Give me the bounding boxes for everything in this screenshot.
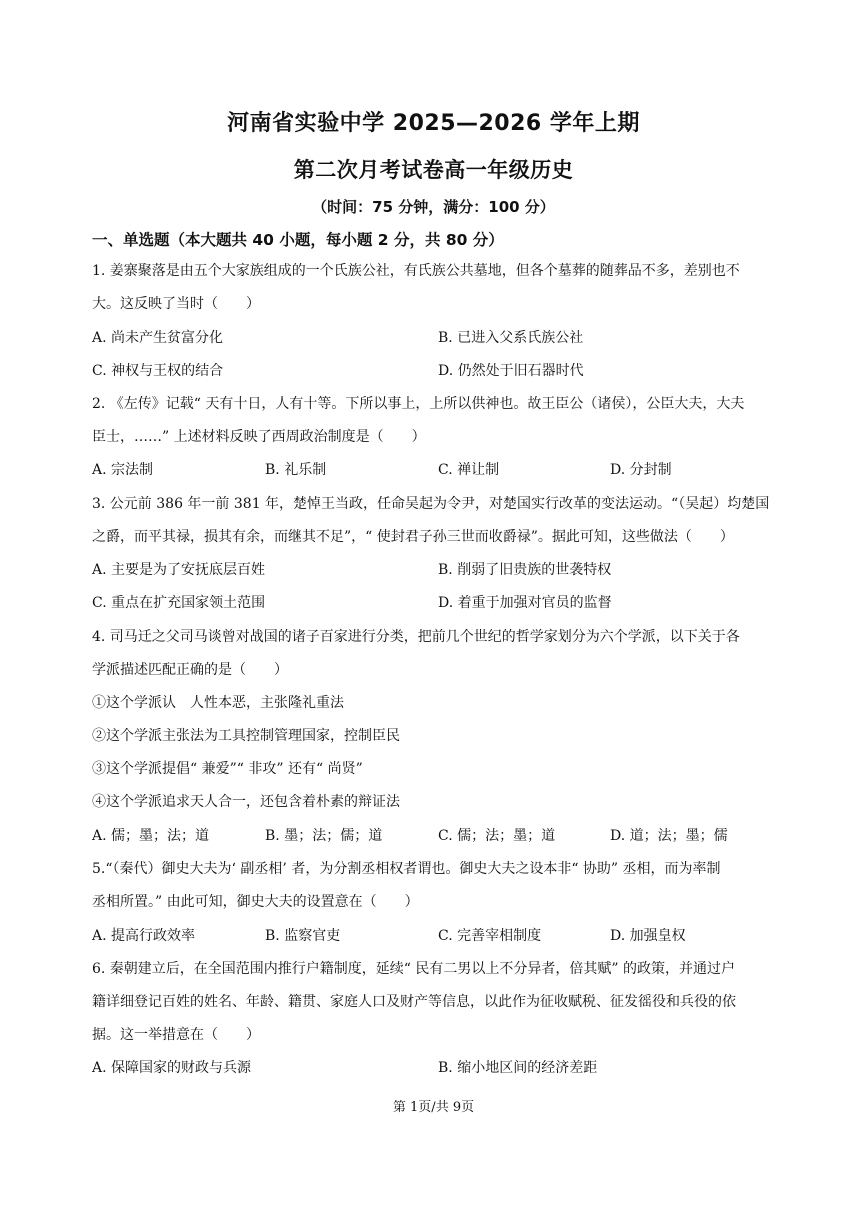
question-1-line-2: 大。这反映了当时（ ） — [92, 296, 260, 312]
question-1-option-d[interactable]: D. 仍然处于旧石器时代 — [438, 363, 584, 379]
question-5-option-a[interactable]: A. 提高行政效率 — [92, 928, 196, 944]
question-4-line-1: 4. 司马迁之父司马谈曾对战国的诸子百家进行分类，把前几个世纪的哲学家划分为六个学派，以下关于各 — [92, 629, 740, 645]
section-title: 一、单选题（本大题共 40 小题，每小题 2 分，共 80 分） — [92, 231, 504, 249]
question-5-line-2: 丞相所置。” 由此可知，御史大夫的设置意在（ ） — [92, 894, 419, 910]
question-2-option-b[interactable]: B. 礼乐制 — [265, 462, 327, 478]
question-4-line-2: 学派描述匹配正确的是（ ） — [92, 662, 288, 678]
exam-title-line2: 第二次月考试卷高一年级历史 — [293, 158, 574, 182]
question-3-line-2: 之爵，而平其禄，损其有余，而继其不足”，“ 使封君子孙三世而收爵禄”。据此可知，这些做法（ ） — [92, 529, 734, 545]
exam-info: （时间：75 分钟，满分：100 分） — [312, 198, 555, 216]
question-1-option-b[interactable]: B. 已进入父系氏族公社 — [438, 330, 584, 346]
question-3-line-1: 3. 公元前 386 年一前 381 年，楚悼王当政，任命吴起为令尹，对楚国实行改革的变法运动。“（吴起）均楚国 — [92, 496, 770, 512]
question-5-option-d[interactable]: D. 加强皇权 — [610, 928, 686, 944]
question-6-option-b[interactable]: B. 缩小地区间的经济差距 — [438, 1060, 598, 1076]
question-1-line-1: 1. 姜寨聚落是由五个大家族组成的一个氏族公社，有氏族公共墓地，但各个墓葬的随葬品不多，差别也不 — [92, 263, 740, 279]
question-2-option-c[interactable]: C. 禅让制 — [438, 462, 500, 478]
question-6-line-2: 籍详细登记百姓的姓名、年龄、籍贯、家庭人口及财产等信息，以此作为征收赋税、征发徭役和兵役的依 — [92, 994, 736, 1010]
question-5-line-1: 5.“（秦代）御史大夫为‘ 副丞相’ 者，为分割丞相权者谓也。御史大夫之设本非“ 协助” 丞相，而为率制 — [92, 861, 721, 877]
question-2-line-2: 臣士，……” 上述材料反映了西周政治制度是（ ） — [92, 429, 426, 445]
question-1-option-a[interactable]: A. 尚未产生贫富分化 — [92, 330, 224, 346]
exam-title-line1: 河南省实验中学 2025—2026 学年上期 — [227, 111, 640, 136]
question-5-option-b[interactable]: B. 监察官吏 — [265, 928, 341, 944]
question-3-option-a[interactable]: A. 主要是为了安抚底层百姓 — [92, 562, 266, 578]
question-4-option-d[interactable]: D. 道；法；墨；儒 — [610, 828, 728, 844]
question-6-line-1: 6. 秦朝建立后，在全国范围内推行户籍制度，延续“ 民有二男以上不分异者，倍其赋” 的政策，并通过户 — [92, 961, 736, 977]
question-2-option-a[interactable]: A. 宗法制 — [92, 462, 154, 478]
page-number: 第 1页/共 9页 — [392, 1100, 475, 1115]
question-4-statement-3: ③这个学派提倡“ 兼爱”“ 非攻” 还有“ 尚贤” — [92, 761, 363, 777]
question-1-option-c[interactable]: C. 神权与王权的结合 — [92, 363, 224, 379]
question-3-option-c[interactable]: C. 重点在扩充国家领土范围 — [92, 595, 266, 611]
question-4-option-a[interactable]: A. 儒；墨；法；道 — [92, 828, 210, 844]
question-4-option-b[interactable]: B. 墨；法；儒；道 — [265, 828, 383, 844]
question-3-option-d[interactable]: D. 着重于加强对官员的监督 — [438, 595, 612, 611]
question-4-statement-1: ①这个学派认 人性本恶，主张隆礼重法 — [92, 695, 344, 711]
question-6-option-a[interactable]: A. 保障国家的财政与兵源 — [92, 1060, 252, 1076]
question-4-statement-2: ②这个学派主张法为工具控制管理国家，控制臣民 — [92, 728, 400, 744]
question-4-option-c[interactable]: C. 儒；法；墨；道 — [438, 828, 556, 844]
question-5-option-c[interactable]: C. 完善宰相制度 — [438, 928, 542, 944]
question-6-line-3: 据。这一举措意在（ ） — [92, 1027, 260, 1043]
question-3-option-b[interactable]: B. 削弱了旧贵族的世袭特权 — [438, 562, 612, 578]
question-2-option-d[interactable]: D. 分封制 — [610, 462, 672, 478]
question-2-line-1: 2. 《左传》记载“ 天有十日，人有十等。下所以事上，上所以供神也。故王臣公（诸侯），公臣大夫，大夫 — [92, 396, 745, 412]
question-4-statement-4: ④这个学派追求天人合一，还包含着朴素的辩证法 — [92, 794, 400, 810]
